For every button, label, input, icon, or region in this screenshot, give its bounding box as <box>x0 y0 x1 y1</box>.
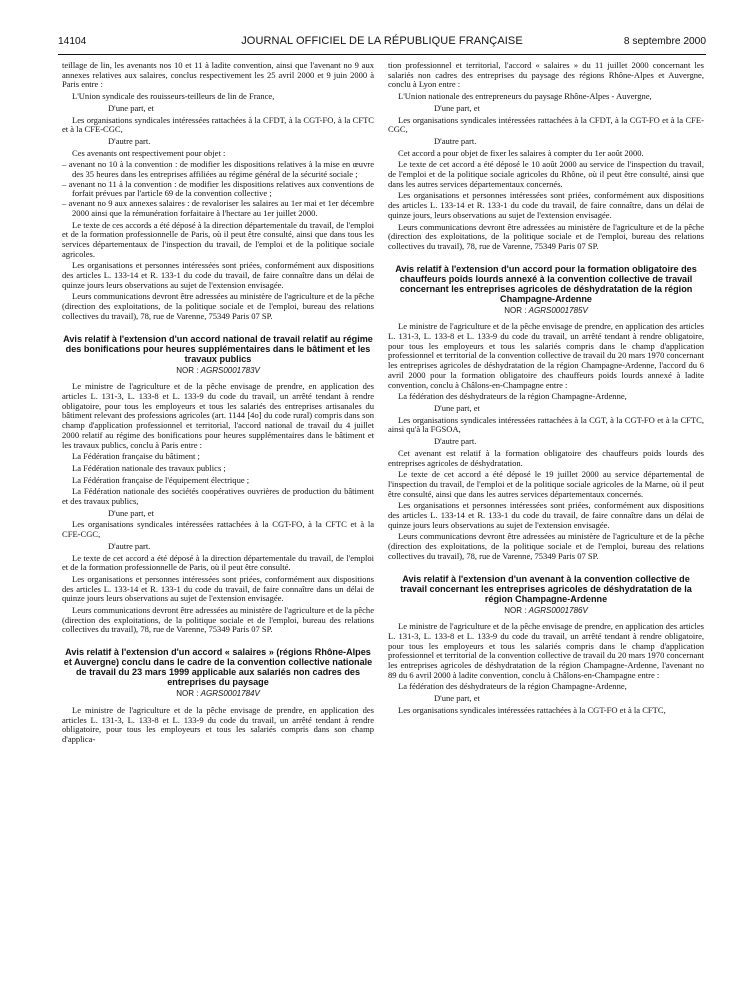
nor-label: NOR : <box>176 689 199 699</box>
paragraph: Les organisations syndicales intéressées rattachées à la CFDT, à la CGT-FO, à la CFTC et à la CFE-CGC, <box>62 114 374 135</box>
paragraph: L'Union nationale des entrepreneurs du paysage Rhône-Alpes - Auvergne, <box>398 91 652 102</box>
paragraph: Le ministre de l'agriculture et de la pêche envisage de prendre, en application des articles L. 131-3, L. 133-8 et L. 133-9 du code du travail, un arrêté tendant à rendre obligatoire, pour tous les employeurs et tous les salariés compris dans le champ d'application professionnel et territorial de la convention collective de travail du 20 mars 1970 concernant les entreprises agricoles de déshydratation de la région Champagne-Ardenne, l'avenant no 89 du 6 avril 2000 à ladite convention, conclu à Châlons-en-Champagne entre : <box>388 621 704 680</box>
paragraph: Les organisations et personnes intéressées sont priées, conformément aux dispositions des articles L. 133-14 et R. 133-1 du code du travail, de faire connaître dans un délai de quinze jours leurs observations au sujet de l'extension envisagée. <box>62 260 374 290</box>
paragraph: Le ministre de l'agriculture et de la pêche envisage de prendre, en application des articles L. 131-3, L. 133-8 et L. 133-9 du code du travail, un arrêté tendant à rendre obligatoire, pour tous les employeurs et tous les salariés des entreprises artisanales du bâtiment relevant des professions agricoles (art. 1144 [4o] du code rural) compris dans son champ d'application professionnel et territorial, l'accord national de travail du 4 juillet 2000 relatif au régime des bonifications pour heures supplémentaires dans le bâtiment et les travaux publics, conclu à Paris entre : <box>62 381 374 450</box>
right-column <box>388 61 704 718</box>
nor-reference <box>388 606 704 616</box>
paragraph: Leurs communications devront être adressées au ministère de l'agriculture et de la pêche (direction des exploitations, de la politique sociale et de l'emploi, bureau des relations collectives du travail), 78, rue de Varenne, 75349 Paris 07 SP. <box>62 291 374 321</box>
paragraph: Les organisations et personnes intéressées sont priées, conformément aux dispositions des articles L. 133-14 et R. 133-1 du code du travail, de faire connaître dans un délai de quinze jours leurs observations au sujet de l'extension envisagée. <box>388 500 704 530</box>
issue-date: 8 septembre 2000 <box>623 36 706 47</box>
paragraph: La fédération des déshydrateurs de la région Champagne-Ardenne, <box>398 391 627 402</box>
paragraph: Leurs communications devront être adressées au ministère de l'agriculture et de la pêche (direction des exploitations, de la politique sociale et de l'emploi, bureau des relations collectives du travail), 78, rue de Varenne, 75349 Paris 07 SP. <box>388 531 704 561</box>
paragraph: La Fédération nationale des travaux publics ; <box>72 462 226 473</box>
paragraph: D'une part, et <box>434 693 480 704</box>
nor-label: NOR : <box>504 305 527 315</box>
nor-code: AGRS0001784V <box>200 689 260 699</box>
paragraph: Ces avenants ont respectivement pour objet : <box>72 147 226 158</box>
list-item: – avenant no 11 à la convention : de modifier les dispositions relatives aux conventions de forfait prévues par l'article 69 de la convention collective ; <box>62 180 374 199</box>
paragraph: D'une part, et <box>108 507 154 518</box>
left-column <box>62 61 374 747</box>
paragraph: La Fédération française du bâtiment ; <box>72 451 200 462</box>
paragraph: Leurs communications devront être adressées au ministère de l'agriculture et de la pêche (direction des exploitations, de la politique sociale et de l'emploi, bureau des relations collectives du travail), 78, rue de Varenne, 75349 Paris 07 SP. <box>388 221 704 251</box>
nor-code: AGRS0001783V <box>200 365 260 375</box>
paragraph: Le texte de cet accord a été déposé le 19 juillet 2000 au service départemental de l'inspection du travail, de l'emploi et de la politique sociale agricoles de la Marne, où il peut être consulté, ainsi que dans les autres services départementaux concernés. <box>388 469 704 499</box>
paragraph: Le texte de cet accord a été déposé à la direction départementale du travail, de l'emploi et de la formation professionnelle de Paris, où il peut être consulté. <box>62 552 374 573</box>
amendment-list <box>62 160 374 218</box>
paragraph: Les organisations syndicales intéressées rattachées à la CGT, à la CGT-FO et à la CFTC, ainsi qu'à la FGSOA, <box>388 414 704 435</box>
page-number: 14104 <box>58 36 87 47</box>
paragraph: Le texte de cet accord a été déposé le 10 août 2000 au service de l'inspection du travail, de l'emploi et de la politique sociale agricoles du Rhône, où il peut être consulté, ainsi que dans les autres services départementaux concernés. <box>388 159 704 189</box>
paragraph: Le texte de ces accords a été déposé à la direction départementale du travail, de l'emploi et de la formation professionnelle de Paris, où il peut être consulté, ainsi que dans tous les services départementaux de l'inspection du travail, de l'emploi et de la politique sociale agricoles. <box>62 219 374 259</box>
paragraph: D'autre part. <box>434 135 477 146</box>
page-header <box>58 34 706 50</box>
paragraph: D'une part, et <box>434 102 480 113</box>
paragraph: D'une part, et <box>108 102 154 113</box>
paragraph: Cet avenant est relatif à la formation obligatoire des chauffeurs poids lourds des entreprises agricoles de déshydratation. <box>388 447 704 468</box>
paragraph: Cet accord a pour objet de fixer les salaires à compter du 1er août 2000. <box>398 147 644 158</box>
paragraph: Le ministre de l'agriculture et de la pêche envisage de prendre, en application des articles L. 131-3, L. 133-8 et L. 133-9 du code du travail, un arrêté tendant à rendre obligatoire, pour tous les employeurs et tous les salariés compris dans son champ d'applica- <box>62 704 374 744</box>
paragraph: D'une part, et <box>434 402 480 413</box>
paragraph: Leurs communications devront être adressées au ministère de l'agriculture et de la pêche (direction des exploitations, de la politique sociale et de l'emploi, bureau des relations collectives du travail), 78, rue de Varenne, 75349 Paris 07 SP. <box>62 605 374 635</box>
paragraph: D'autre part. <box>108 135 151 146</box>
journal-title: JOURNAL OFFICIEL DE LA RÉPUBLIQUE FRANÇAISE <box>241 35 523 47</box>
notice-heading: Avis relatif à l'extension d'un avenant à la convention collective de travail concernant les entreprises agricoles de déshydratation de la région Champagne-Ardenne <box>400 573 692 604</box>
paragraph: Les organisations syndicales intéressées rattachées à la CGT-FO, à la CFTC et à la CFE-CGC, <box>62 519 374 540</box>
list-item: – avenant no 10 à la convention : de modifier les dispositions relatives à la mise en œuvre des 35 heures dans les entreprises affiliées au régime général de la sécurité sociale ; <box>62 160 374 179</box>
nor-label: NOR : <box>176 365 199 375</box>
paragraph: Les organisations et personnes intéressées sont priées, conformément aux dispositions des articles L. 133-14 et R. 133-1 du code du travail, de faire connaître, dans un délai de quinze jours, leurs observations au sujet de l'extension envisagée. <box>388 190 704 220</box>
paragraph: D'autre part. <box>434 436 477 447</box>
nor-code: AGRS0001785V <box>528 305 588 315</box>
paragraph: La Fédération française de l'équipement électrique ; <box>72 474 250 485</box>
paragraph: Le ministre de l'agriculture et de la pêche envisage de prendre, en application des articles L. 131-3, L. 133-8 et L. 133-9 du code du travail, un arrêté tendant à rendre obligatoire, pour tous les employeurs et tous les salariés compris dans le champ d'application professionnel et territorial de la convention collective de travail du 20 mars 1970 concernant les entreprises agricoles de déshydratation de la région Champagne-Ardenne, l'accord du 6 avril 2000 pour la formation obligatoire des chauffeurs poids lourds annexé à ladite convention, conclu à Châlons-en-Champagne entre : <box>388 321 704 390</box>
nor-reference <box>388 306 704 316</box>
notice-heading: Avis relatif à l'extension d'un accord « salaires » (régions Rhône-Alpes et Auvergne) conclu dans le cadre de la convention collective nationale de travail du 23 mars 1999 applicable aux salariés non cadres des entreprises du paysage <box>63 647 373 688</box>
nor-reference <box>62 689 374 699</box>
paragraph: La fédération des déshydrateurs de la région Champagne-Ardenne, <box>398 681 627 692</box>
list-item: – avenant no 9 aux annexes salaires : de revaloriser les salaires au 1er mai et 1er décembre 2000 ainsi que la rémunération forfaitaire à l'hectare au 1er juillet 2000. <box>62 199 374 218</box>
header-rule <box>58 54 706 55</box>
notice-heading: Avis relatif à l'extension d'un accord national de travail relatif au régime des bonifications pour heures supplémentaires dans le bâtiment et les travaux publics <box>63 333 373 364</box>
notice-heading: Avis relatif à l'extension d'un accord pour la formation obligatoire des chauffeurs poids lourds annexé à la convention collective de travail concernant les entreprises agricoles de déshydratation de la région Champagne-Ardenne <box>395 263 697 304</box>
paragraph: L'Union syndicale des rouisseurs-teilleurs de lin de France, <box>72 91 275 102</box>
nor-label: NOR : <box>504 605 527 615</box>
paragraph: Les organisations syndicales intéressées rattachées à la CGT-FO et à la CFTC, <box>398 704 666 715</box>
paragraph: Les organisations et personnes intéressées sont priées, conformément aux dispositions des articles L. 133-14 et R. 133-1 du code du travail, de faire connaître dans un délai de quinze jours leurs observations au sujet de l'extension envisagée. <box>62 573 374 604</box>
paragraph: teillage de lin, les avenants nos 10 et 11 à ladite convention, ainsi que l'avenant no 9 aux annexes relatives aux salaires, conclus respectivement les 25 avril 2000 et 9 juin 2000 à Paris entre : <box>62 60 374 90</box>
nor-code: AGRS0001786V <box>528 605 588 615</box>
nor-reference <box>62 366 374 376</box>
paragraph: D'autre part. <box>108 540 151 551</box>
paragraph: tion professionnel et territorial, l'accord « salaires » du 11 juillet 2000 concernant les salariés non cadres des entreprises du paysage des régions Rhône-Alpes et Auvergne, conclu à Lyon entre : <box>388 60 704 90</box>
paragraph: La Fédération nationale des sociétés coopératives ouvrières de production du bâtiment et des travaux publics, <box>62 486 374 507</box>
paragraph: Les organisations syndicales intéressées rattachées à la CFDT, à la CGT-FO et à la CFE-CGC, <box>388 114 704 135</box>
